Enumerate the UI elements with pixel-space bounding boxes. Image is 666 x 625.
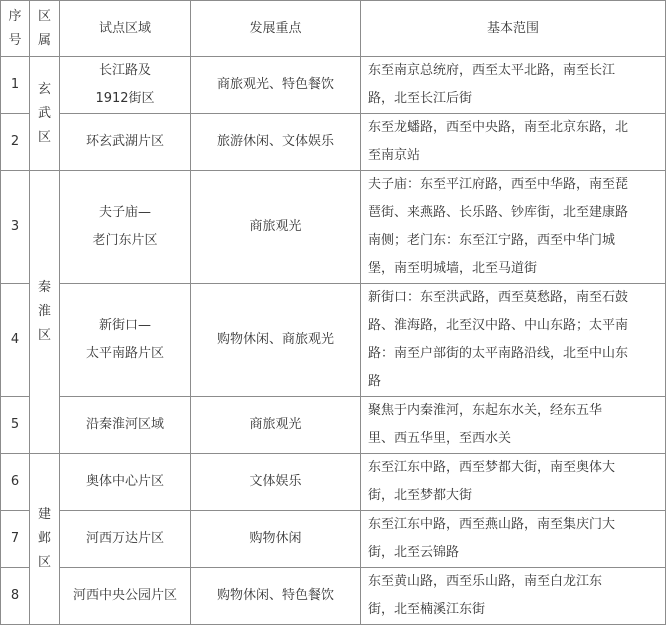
row-number: 5 bbox=[1, 397, 30, 454]
area-cell bbox=[60, 114, 191, 171]
scope-cell bbox=[361, 568, 666, 625]
area-line: 河西万达片区 bbox=[85, 531, 164, 546]
scope-line: 街，北至楠溪江东街 bbox=[368, 602, 486, 617]
focus-cell: 文体娱乐 bbox=[191, 454, 361, 511]
header-focus: 发展重点 bbox=[191, 1, 361, 57]
area-cell bbox=[60, 454, 191, 511]
scope-line: 街，北至云锦路 bbox=[368, 545, 460, 560]
area-cell bbox=[60, 397, 191, 454]
scope-line: 新街口：东至洪武路，西至莫愁路，南至石鼓 bbox=[368, 290, 629, 305]
area-cell bbox=[60, 284, 191, 397]
district-cell-jianye: 建邺区 bbox=[30, 454, 60, 625]
scope-line: 路、淮海路，北至汉中路、中山东路；太平南 bbox=[368, 318, 629, 333]
scope-line: 聚焦于内秦淮河，东起东水关，经东五华 bbox=[368, 403, 603, 418]
area-line: 夫子庙— bbox=[98, 205, 151, 220]
area-cell bbox=[60, 57, 191, 114]
area-line: 老门东片区 bbox=[92, 233, 158, 248]
area-cell bbox=[60, 568, 191, 625]
area-line: 长江路及 bbox=[98, 63, 151, 78]
area-cell bbox=[60, 511, 191, 568]
area-line: 河西中央公园片区 bbox=[72, 588, 177, 603]
area-line: 太平南路片区 bbox=[85, 346, 164, 361]
scope-line: 东至南京总统府，西至太平北路，南至长江 bbox=[368, 63, 616, 78]
district-cell-qinhuai: 秦淮区 bbox=[30, 171, 60, 454]
table-row bbox=[1, 397, 666, 454]
focus-cell: 购物休闲、商旅观光 bbox=[191, 284, 361, 397]
scope-line: 东至江东中路，西至梦都大街，南至奥体大 bbox=[368, 460, 616, 475]
area-cell bbox=[60, 171, 191, 284]
scope-line: 堡，南至明城墙，北至马道街 bbox=[368, 261, 538, 276]
area-line: 沿秦淮河区域 bbox=[85, 417, 164, 432]
scope-cell bbox=[361, 397, 666, 454]
header-district: 区属 bbox=[30, 1, 60, 57]
area-line: 新街口— bbox=[98, 318, 151, 333]
row-number: 6 bbox=[1, 454, 30, 511]
scope-cell bbox=[361, 171, 666, 284]
scope-line: 里、西五华里，至西水关 bbox=[368, 431, 512, 446]
area-line: 奥体中心片区 bbox=[85, 474, 164, 489]
row-number: 8 bbox=[1, 568, 30, 625]
header-area: 试点区域 bbox=[60, 1, 191, 57]
row-number: 2 bbox=[1, 114, 30, 171]
scope-cell bbox=[361, 454, 666, 511]
table-row bbox=[1, 114, 666, 171]
district-cell-xuanwu: 玄武区 bbox=[30, 57, 60, 171]
table-row bbox=[1, 57, 666, 114]
focus-cell: 商旅观光 bbox=[191, 171, 361, 284]
scope-line: 至南京站 bbox=[368, 148, 421, 163]
focus-cell: 商旅观光 bbox=[191, 397, 361, 454]
scope-cell bbox=[361, 114, 666, 171]
focus-cell: 购物休闲 bbox=[191, 511, 361, 568]
scope-line: 东至黄山路，西至乐山路，南至白龙江东 bbox=[368, 574, 603, 589]
header-num: 序号 bbox=[1, 1, 30, 57]
focus-cell: 购物休闲、特色餐饮 bbox=[191, 568, 361, 625]
row-number: 7 bbox=[1, 511, 30, 568]
table-row bbox=[1, 454, 666, 511]
area-line: 环玄武湖片区 bbox=[85, 134, 164, 149]
scope-line: 路：南至户部街的太平南路沿线，北至中山东 bbox=[368, 346, 629, 361]
scope-line: 东至龙蟠路，西至中央路，南至北京东路，北 bbox=[368, 120, 629, 135]
scope-line: 路，北至长江后街 bbox=[368, 91, 473, 106]
scope-line: 东至江东中路，西至燕山路，南至集庆门大 bbox=[368, 517, 616, 532]
table-row bbox=[1, 511, 666, 568]
row-number: 4 bbox=[1, 284, 30, 397]
scope-line: 路 bbox=[368, 374, 382, 389]
scope-line: 南侧；老门东：东至江宁路，西至中华门城 bbox=[368, 233, 616, 248]
scope-cell bbox=[361, 511, 666, 568]
table-row bbox=[1, 171, 666, 284]
table-header-row bbox=[1, 1, 666, 57]
table-row bbox=[1, 568, 666, 625]
scope-line: 夫子庙：东至平江府路，西至中华路，南至琵 bbox=[368, 177, 629, 192]
header-scope: 基本范围 bbox=[361, 1, 666, 57]
scope-line: 街，北至梦都大街 bbox=[368, 488, 473, 503]
scope-cell bbox=[361, 284, 666, 397]
row-number: 3 bbox=[1, 171, 30, 284]
row-number: 1 bbox=[1, 57, 30, 114]
table-row bbox=[1, 284, 666, 397]
area-line: 1912街区 bbox=[95, 91, 155, 106]
scope-line: 琶街、来燕路、长乐路、钞库街，北至建康路 bbox=[368, 205, 629, 220]
focus-cell: 商旅观光、特色餐饮 bbox=[191, 57, 361, 114]
focus-cell: 旅游休闲、文体娱乐 bbox=[191, 114, 361, 171]
scope-cell bbox=[361, 57, 666, 114]
